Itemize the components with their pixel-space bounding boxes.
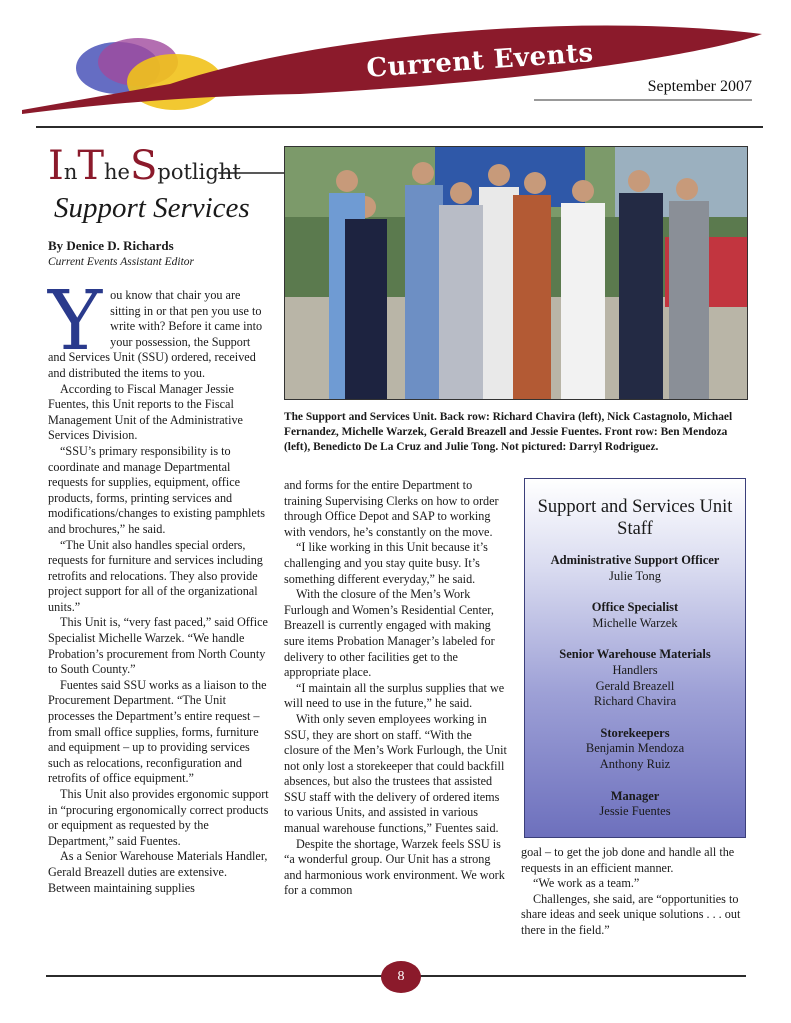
staff-name: Jessie Fuentes xyxy=(599,804,671,819)
article-column-2 xyxy=(284,478,508,899)
paragraph: According to Fiscal Manager Jessie Fuentes, this Unit reports to the Fiscal Management Unit of the Administrative Services Division. xyxy=(48,381,243,443)
staff-name: Michelle Warzek xyxy=(592,615,678,630)
staff-name: Richard Chavira xyxy=(593,694,677,709)
paragraph: Challenges, she said, are “opportunities to share ideas and seek unique solutions . . . out there in the field.” xyxy=(521,891,741,937)
page-number: 8 xyxy=(381,961,421,993)
spotlight-potlight: potlight xyxy=(157,160,241,184)
staff-role: Senior Warehouse Materials xyxy=(559,647,711,662)
staff-name: Benjamin Mendoza xyxy=(585,741,685,756)
paragraph: “SSU’s primary responsibility is to coordinate and manage Departmental requests for supplies, equipment, office products, forms, printing services and modifications/changes to existing pamphlets and brochures,” he said. xyxy=(48,443,265,536)
paragraph: As a Senior Warehouse Materials Handler, Gerald Breazell duties are extensive. Between maintaining supplies xyxy=(48,849,268,895)
spotlight-cap-s: S xyxy=(129,143,158,189)
masthead xyxy=(0,0,791,130)
group-photo xyxy=(284,146,748,400)
paragraph: With the closure of the Men’s Work Furlough and Women’s Residential Center, Breazell is currently engaged with making sure items Probation Manager’s labeled for delivery to other facilities get to the appropriate place. xyxy=(284,587,495,680)
spotlight-heading xyxy=(48,143,278,189)
staff-box-title: Support and Services Unit Staff xyxy=(537,497,733,539)
paragraph: Fuentes said SSU works as a liaison to the Procurement Department. “The Unit processes the Department’s entire request – from small office supplies, forms, furniture and equipment – up to providing services such as relocations, reconfiguration and retrofits of office equipment.” xyxy=(48,677,267,786)
paragraph: goal – to get the job done and handle all the requests in an efficient manner. xyxy=(521,845,735,875)
drop-cap: Y xyxy=(48,274,103,369)
masthead-title: Current Events xyxy=(365,38,595,84)
article-column-1 xyxy=(48,274,270,896)
staff-name: Gerald Breazell xyxy=(595,678,675,693)
article-column-3 xyxy=(521,845,757,939)
paragraph: “I maintain all the surplus supplies that we will need to use in the future,” he said. xyxy=(284,680,505,711)
paragraph: “I like working in this Unit because it’s challenging and you stay quite busy. It’s something different everyday,” he said. xyxy=(284,540,488,586)
paragraph: This Unit is, “very fast paced,” said Office Specialist Michelle Warzek. “We handle Probation’s procurement from North County to South County.” xyxy=(48,615,268,677)
staff-sidebar-box xyxy=(524,478,746,838)
byline: By Denice D. Richards xyxy=(48,238,174,253)
photo-caption: The Support and Services Unit. Back row: Richard Chavira (left), Nick Castagnolo, Michael Fernandez, Michelle Warzek, Gerald Breazell and Jessie Fuentes. Front row: Ben Mendoza (left), Benedicto De La Cruz and Julie Tong. Not pictured: Darryl Rodriguez. xyxy=(284,411,733,453)
spotlight-cap-t: T xyxy=(77,143,105,189)
paragraph: This Unit also provides ergonomic support in “procuring ergonomically correct products or equipment as requested by the Department,” said Fuentes. xyxy=(48,787,269,848)
staff-role: Manager xyxy=(610,788,660,803)
staff-list xyxy=(525,553,745,820)
spotlight-cap-i: I xyxy=(48,143,64,189)
paragraph: With only seven employees working in SSU, they are short on staff. “With the closure of the Men’s Work Furlough, the Unit not only lost a storekeeper that could backfill absences, but also the trustees that assisted SSU staff with the delivery of ordered items to various Units, and assisted in various manual warehouse functions,” Fuentes said. xyxy=(284,711,507,836)
team-photo-illustration xyxy=(285,147,747,399)
spotlight-he: he xyxy=(104,160,130,184)
staff-role: Storekeepers xyxy=(600,725,670,740)
staff-role: Administrative Support Officer xyxy=(550,553,720,567)
staff-role: Office Specialist xyxy=(591,600,679,615)
paragraph: You know that chair you are sitting in or that pen you use to write with? Before it came into your possession, the Support and Services Unit (SSU) ordered, received and distributed the items to you. xyxy=(48,274,263,380)
issue-date: September 2007 xyxy=(647,78,752,95)
paragraph: “We work as a team.” xyxy=(533,876,640,891)
article-title: Support Services xyxy=(54,192,250,224)
staff-name: Handlers xyxy=(612,662,658,677)
staff-name: Anthony Ruiz xyxy=(599,756,671,771)
header-rule xyxy=(36,126,763,128)
paragraph: “The Unit also handles special orders, requests for furniture and services including retrofits and relocations. They also provide project support for all of the organizational units.” xyxy=(48,537,263,614)
staff-name: Julie Tong xyxy=(608,568,662,583)
spotlight-n: n xyxy=(63,160,78,184)
paragraph: Despite the shortage, Warzek feels SSU is “a wonderful group. Our Unit has a strong and harmonious work environment. We work for a common xyxy=(284,836,505,898)
paragraph: and forms for the entire Department to training Supervising Clerks on how to order through Office Depot and SAP to working with vendors, he’s constantly on the move. xyxy=(284,478,499,539)
byline-title: Current Events Assistant Editor xyxy=(48,256,194,268)
